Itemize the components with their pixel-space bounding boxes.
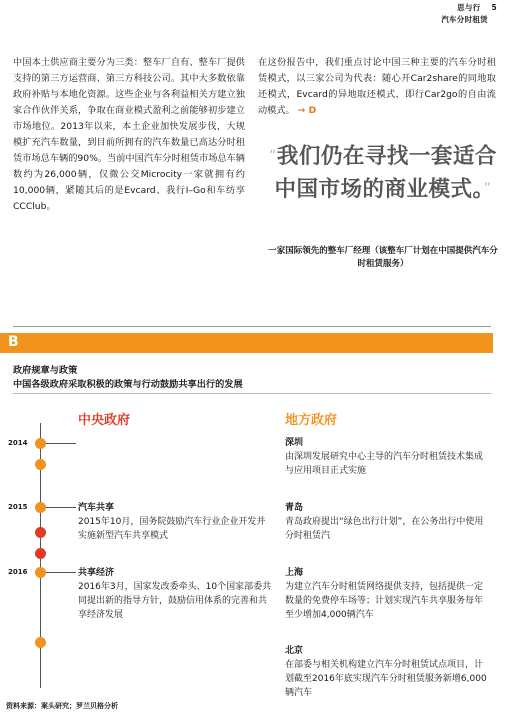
open-quote-mark: “: [269, 148, 277, 164]
header-title: [457, 2, 497, 13]
year-label: 2016: [8, 568, 28, 576]
quote-text: 我们仍在寻找一套适合中国市场的商业模式。: [274, 144, 497, 202]
section-title: 政府规章与政策: [13, 365, 78, 376]
central-government-heading: 中央政府: [78, 413, 131, 428]
entry-text: 由深圳发展研究中心主导的汽车分时租赁技术集成与应用项目正式实施: [285, 452, 484, 476]
central-entry: [78, 501, 273, 543]
entry-text: 2015年10月，国务院鼓励汽车行业企业开发并实施新型汽车共享模式: [78, 517, 266, 541]
section-subtitle: 中国各级政府采取积极的政策与行动鼓励共享出行的发展: [13, 379, 243, 390]
entry-text: 为建立汽车分时租赁网络提供支持，包括提供一定数量的免费停车场等；计划实现汽车共享服务每年至少增加4,000辆汽车: [285, 582, 484, 620]
section-letter: B: [8, 334, 19, 350]
timeline-dot: [35, 459, 46, 470]
timeline-dot: [35, 438, 46, 449]
page-number: 5: [491, 3, 497, 12]
entry-text: 2016年3月，国家发改委牵头、10个国家部委共同提出新的指导方针，鼓励信用体系的完善和共享经济发展: [78, 582, 272, 620]
intro-left-paragraph: 中国本土供应商主要分为三类：整车厂自有、整车厂提供支持的第三方运营商、第三方科技公司。其中大多数依靠政府补贴与本地化资源。这些企业与各利益相关方建立独家合作伙伴关系，争取在商业模式盈利之前能够初步建立市场地位。2013年以来，本土企业加快发展步伐，大规模扩充汽车数量，到目前所拥有的汽车数量已高达分时租赁市场总车辆的90%。当前中国汽车分时租赁市场总车辆数约为26,000辆，仅微公交Microcity一家就拥有约10,000辆，紧随其后的是Evcard、我行I–Go和车纺享CCClub。: [13, 57, 245, 212]
entry-title: 北京: [285, 646, 304, 656]
local-entry: [285, 436, 491, 478]
section-divider: [13, 326, 491, 327]
intro-right-text: 在这份报告中，我们重点讨论中国三种主要的汽车分时租赁模式，以三家公司为代表：随心开Car2share的同地取还模式，Evcard的异地取还模式，即行Car2go的自由流动模式。: [258, 57, 496, 116]
entry-text: 在部委与相关机构建立汽车分时租赁试点项目，计划截至2016年底实现汽车分时租赁服务新增6,000辆汽车: [285, 660, 487, 698]
entry-text: 青岛政府提出“绿色出行计划”，在公务出行中使用分时租赁汽: [285, 517, 484, 541]
section-badge: [0, 333, 493, 353]
year-label: 2014: [8, 439, 28, 447]
entry-title: 共享经济: [78, 568, 115, 578]
local-government-heading: 地方政府: [285, 413, 338, 428]
entry-title: 青岛: [285, 503, 304, 513]
close-quote-mark: ”: [483, 181, 492, 197]
section-rule: [13, 393, 491, 394]
intro-right-paragraph: [258, 55, 496, 119]
section-name: 思与行: [457, 3, 481, 12]
pull-quote: [268, 140, 498, 206]
central-entry: [78, 566, 273, 622]
timeline-connector: [46, 443, 76, 444]
timeline-dot: [35, 637, 46, 648]
local-entry: [285, 501, 491, 543]
timeline-dot: [35, 527, 46, 538]
see-section-d-link[interactable]: → D: [297, 105, 317, 116]
timeline-connector: [46, 572, 76, 573]
entry-title: 汽车共享: [78, 503, 115, 513]
source-note: 资料来源：案头研究；罗兰贝格分析: [6, 702, 118, 710]
local-entry: [285, 644, 491, 700]
header-subtitle: 汽车分时租赁: [441, 15, 488, 24]
timeline-dot: [35, 502, 46, 513]
local-entry: [285, 566, 491, 622]
timeline-dot: [35, 567, 46, 578]
year-label: 2015: [8, 503, 28, 511]
quote-attribution: 一家国际领先的整车厂经理（该整车厂计划在中国提供汽车分时租赁服务）: [268, 246, 498, 269]
timeline-dot: [35, 548, 46, 559]
timeline-connector: [46, 507, 76, 508]
entry-title: 深圳: [285, 438, 304, 448]
entry-title: 上海: [285, 568, 304, 578]
